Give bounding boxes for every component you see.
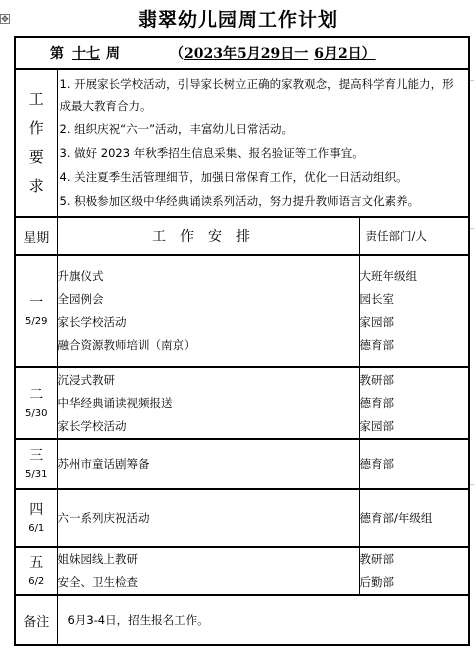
week-range-end: 6月2日） (314, 46, 376, 62)
notes-text: 6月3-4日，招生报名工作。 (57, 595, 469, 645)
task-list (57, 255, 359, 367)
task-item: 家长学校活动 (57, 418, 127, 433)
table-row (15, 255, 469, 367)
notes-label: 备注 (15, 595, 57, 645)
table-row (15, 367, 469, 439)
dept-item: 后勤部 (359, 575, 394, 589)
day-cell (15, 439, 57, 489)
dept-list (359, 367, 469, 439)
day-name: 二 (29, 387, 44, 403)
dept-item: 德育部/年级组 (359, 510, 433, 525)
task-item: 姐妹园线上教研 (57, 552, 138, 566)
margin-tick (470, 80, 474, 81)
table-row (15, 547, 469, 595)
task-item: 苏州市童话剧筹备 (57, 456, 150, 471)
dept-item: 家园部 (359, 418, 394, 433)
day-name: 三 (29, 448, 44, 464)
task-item: 全园例会 (57, 292, 104, 306)
header-task: 工作安排 (57, 217, 359, 255)
dept-item: 园长室 (359, 292, 394, 306)
requirement-item: 4. 关注夏季生活管理细节，加强日常保育工作，优化一日活动组织。 (59, 170, 408, 184)
task-list (57, 367, 359, 439)
table-row (15, 489, 469, 547)
task-list (57, 439, 359, 489)
day-cell (15, 367, 57, 439)
table-header-row (15, 217, 469, 255)
day-cell (15, 255, 57, 367)
dept-list (359, 255, 469, 367)
dept-item: 德育部 (359, 456, 394, 471)
margin-tick (470, 228, 474, 229)
dept-list (359, 489, 469, 547)
week-range-open: （ (170, 46, 184, 62)
dept-item: 德育部 (359, 338, 394, 352)
day-name: 五 (29, 555, 44, 571)
task-item: 家长学校活动 (57, 315, 127, 329)
requirements-list (57, 69, 469, 217)
requirements-label: 工 作 要 求 (15, 69, 57, 217)
table-move-handle-icon[interactable]: ✥ (1, 15, 9, 25)
task-item: 升旗仪式 (57, 269, 104, 283)
dept-item: 教研部 (359, 372, 394, 387)
table-row (15, 439, 469, 489)
dept-item: 教研部 (359, 552, 394, 566)
week-number: 十七 (72, 46, 100, 62)
day-cell (15, 489, 57, 547)
week-label: 第 (50, 46, 64, 62)
day-date: 5/29 (25, 316, 48, 327)
margin-tick (470, 484, 474, 485)
dept-item: 家园部 (359, 315, 394, 329)
requirement-item: 3. 做好 2023 年秋季招生信息采集、报名验证等工作事宜。 (59, 146, 364, 160)
day-name: 四 (29, 502, 44, 518)
requirement-item: 5. 积极参加区级中华经典诵读系列活动，努力提升教师语言文化素养。 (59, 194, 420, 208)
requirement-item: 2. 组织庆祝“六一”活动，丰富幼儿日常活动。 (59, 122, 294, 136)
day-date: 5/30 (25, 408, 48, 419)
week-cell (15, 37, 469, 69)
day-cell (15, 547, 57, 595)
task-item: 安全、卫生检查 (57, 575, 138, 589)
day-date: 6/2 (28, 576, 45, 587)
task-item: 中华经典诵读视频报送 (57, 395, 173, 410)
task-item: 融合资源教师培训（南京） (57, 338, 196, 352)
week-range-start: 2023年5月29日一 (184, 46, 309, 62)
day-date: 5/31 (25, 469, 48, 480)
task-item: 六一系列庆祝活动 (57, 510, 150, 525)
dept-item: 德育部 (359, 395, 394, 410)
week-suffix: 周 (106, 46, 120, 62)
dept-item: 大班年级组 (359, 269, 417, 283)
dept-list (359, 547, 469, 595)
page-title: 翡翠幼儿园周工作计划 (137, 9, 338, 31)
header-dept: 责任部门/人 (359, 217, 469, 255)
task-item: 沉浸式教研 (57, 372, 115, 387)
task-list (57, 547, 359, 595)
task-list (57, 489, 359, 547)
header-day: 星期 (15, 217, 57, 255)
requirement-item: 1. 开展家长学校活动，引导家长树立正确的家教观念，提高科学育儿能力，形 (59, 77, 454, 91)
day-date: 6/1 (28, 523, 45, 534)
notes-row (15, 595, 469, 645)
requirement-item: 成最大教育合力。 (59, 99, 152, 113)
dept-list (359, 439, 469, 489)
weekly-plan-table (14, 36, 470, 646)
day-name: 一 (29, 295, 44, 311)
week-row (15, 37, 469, 69)
requirements-row (15, 69, 469, 217)
